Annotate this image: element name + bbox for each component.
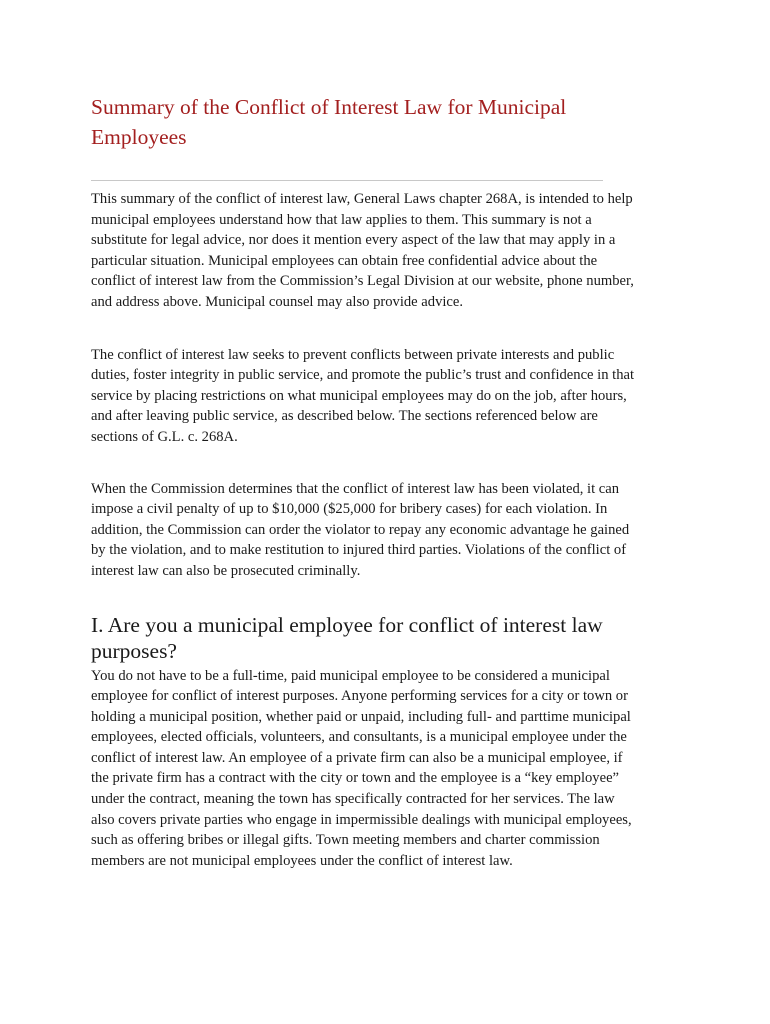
intro-paragraph: This summary of the conflict of interest law, General Laws chapter 268A, is intended to help municipal employees understand how that law applies to them. This summary is not a substitute for legal advice, nor does it mention every aspect of the law that may apply in a particular situation. Municipal employees can obtain free confidential advice about the conflict of interest law from the Commission’s Legal Division at our website, phone number, and address above. Municipal counsel may also provide advice.: [91, 191, 634, 310]
section-heading: I. Are you a municipal employee for conflict of interest law purposes?: [91, 612, 603, 663]
document-title: Summary of the Conflict of Interest Law for Municipal Employees: [91, 95, 567, 149]
document-page: [91, 92, 636, 871]
purpose-paragraph: The conflict of interest law seeks to prevent conflicts between private interests and public duties, foster integrity in public service, and promote the public’s trust and confidence in that service by placing restrictions on what municipal employees may do on the job, after hours, and after leaving public service, as described below. The sections referenced below are sections of G.L. c. 268A.: [91, 346, 635, 445]
title-divider: [91, 180, 603, 181]
section-body-paragraph: You do not have to be a full-time, paid municipal employee to be considered a municipal employee for conflict of interest purposes. Anyone performing services for a city or town or holding a municipal position, whether paid or unpaid, including full- and parttime municipal employees, elected officials, volunteers, and consultants, is a municipal employee under the conflict of interest law. An employee of a private firm can also be a municipal employee, if the private firm has a contract with the city or town and the employee is a “key employee” under the contract, meaning the town has specifically contracted for her services. The law also covers private parties who engage in impermissible dealings with municipal employees, such as offering bribes or illegal gifts. Town meeting members and charter commission members are not municipal employees under the conflict of interest law.: [91, 667, 632, 869]
penalty-paragraph: When the Commission determines that the conflict of interest law has been violated, it can impose a civil penalty of up to $10,000 ($25,000 for bribery cases) for each violation. In addition, the Commission can order the violator to repay any economic advantage he gained by the violation, and to make restitution to injured third parties. Violations of the conflict of interest law can also be prosecuted criminally.: [91, 480, 630, 579]
